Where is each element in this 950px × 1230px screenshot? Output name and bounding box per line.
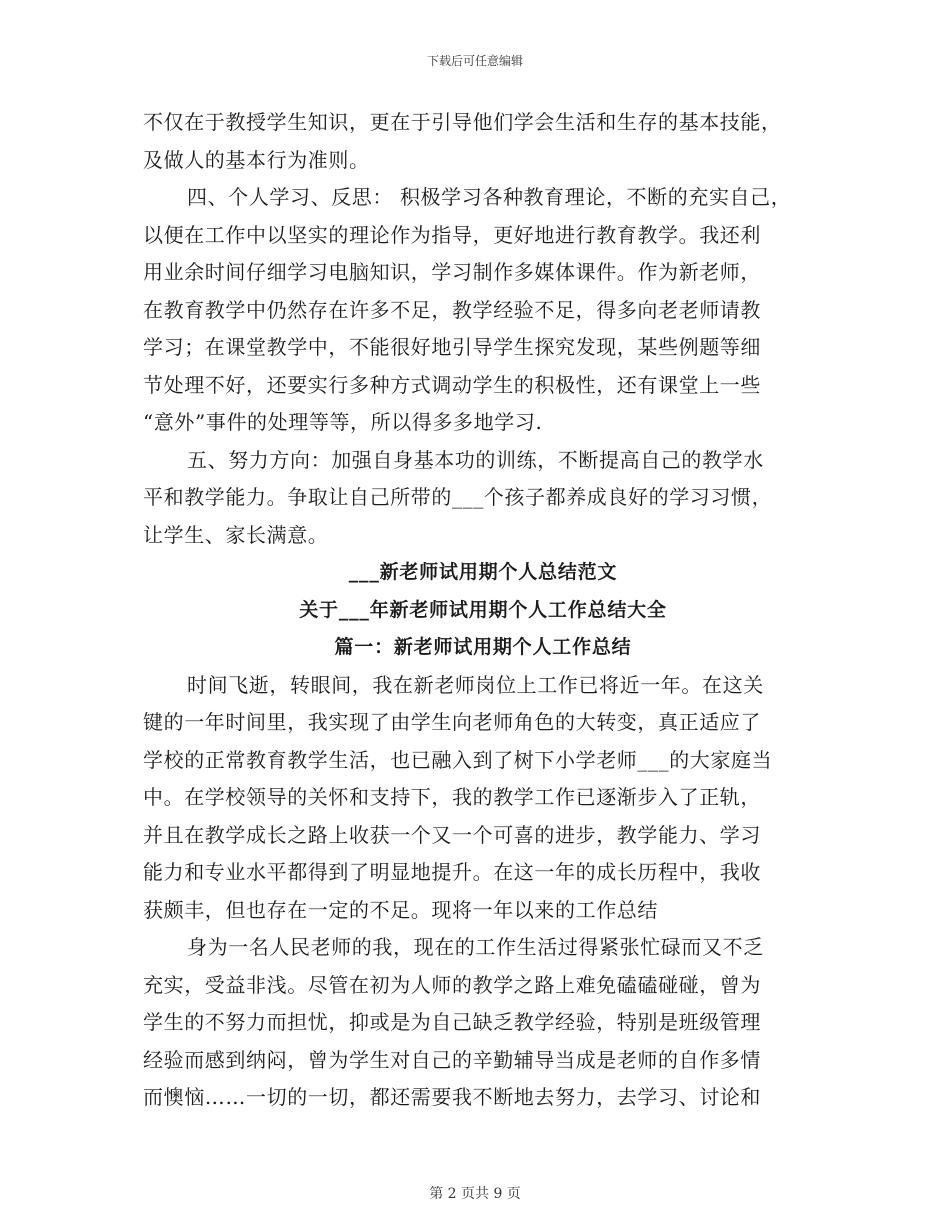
- paragraph-line: 四、个人学习、反思： 积极学习各种教育理论，不断的充实自己，: [187, 185, 792, 209]
- paragraph-line: 而懊恼……一切的一切，都还需要我不断地去努力，去学习、讨论和: [143, 1085, 761, 1109]
- paragraph-line: 中。在学校领导的关怀和支持下，我的教学工作已逐渐步入了正轨，: [143, 785, 761, 809]
- section-title: 关于___年新老师试用期个人工作总结大全: [299, 598, 667, 621]
- page-header: 下载后可任意编辑: [426, 54, 523, 68]
- paragraph-line: 经验而感到纳闷，曾为学生对自己的辛勤辅导当成是老师的自作多情: [143, 1047, 761, 1072]
- paragraph-line: 以便在工作中以坚实的理论作为指导，更好地进行教育教学。我还利: [143, 222, 761, 247]
- paragraph-line: 键的一年时间里，我实现了由学生向老师角色的大转变，真正适应了: [143, 710, 761, 734]
- paragraph-line: 充实，受益非浅。尽管在初为人师的教学之路上难免磕磕碰碰，曾为: [143, 972, 761, 997]
- paragraph-line: 能力和专业水平都得到了明显地提升。在这一年的成长历程中，我收: [143, 860, 761, 884]
- paragraph-line: 五、努力方向：加强自身基本功的训练，不断提高自己的教学水: [187, 447, 764, 472]
- paragraph-line: 用业余时间仔细学习电脑知识，学习制作多媒体课件。作为新老师，: [143, 260, 761, 284]
- paragraph-line: 让学生、家长满意。: [143, 522, 329, 547]
- paragraph-line: 获颇丰，但也存在一定的不足。现将一年以来的工作总结: [143, 897, 658, 922]
- paragraph-line: 学校的正常教育教学生活，也已融入到了树下小学老师___的大家庭当: [143, 747, 773, 772]
- paragraph-line: 学习；在课堂教学中，不能很好地引导学生探究发现，某些例题等细: [143, 335, 761, 359]
- paragraph-line: 身为一名人民老师的我，现在的工作生活过得紧张忙碌而又不乏: [187, 935, 764, 959]
- paragraph-line: “意外”事件的处理等等，所以得多多地学习.: [143, 410, 543, 434]
- paragraph-line: 学生的不努力而担忧，抑或是为自己缺乏教学经验，特别是班级管理: [143, 1010, 761, 1034]
- paragraph-line: 在教育教学中仍然存在许多不足，教学经验不足，得多向老老师请教: [143, 297, 761, 322]
- paragraph-line: 不仅在于教授学生知识，更在于引导他们学会生活和生存的基本技能，: [143, 110, 782, 134]
- paragraph-line: 并且在教学成长之路上收获一个又一个可喜的进步，教学能力、学习: [143, 822, 761, 847]
- paragraph-line: 及做人的基本行为准则。: [143, 147, 370, 172]
- page-footer: 第 2 页共 9 页: [429, 1186, 521, 1202]
- section-title: 篇一：新老师试用期个人工作总结: [334, 636, 632, 658]
- paragraph-line: 平和教学能力。争取让自己所带的___个孩子都养成良好的学习习惯，: [143, 485, 773, 509]
- document-body: [143, 104, 823, 1117]
- section-title: ___新老师试用期个人总结范文: [348, 561, 618, 583]
- paragraph-line: 节处理不好，还要实行多种方式调动学生的积极性，还有课堂上一些: [143, 372, 761, 397]
- paragraph-line: 时间飞逝，转眼间，我在新老师岗位上工作已将近一年。在这关: [187, 672, 764, 697]
